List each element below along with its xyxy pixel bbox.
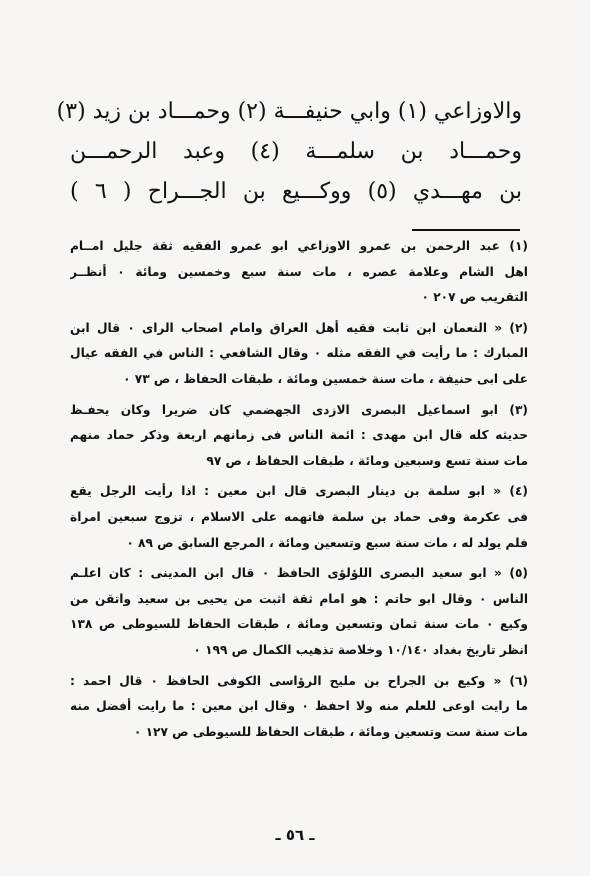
footnote-line: فلم يولد له ، مات سنة سبع وتسعين ومائة ، المرجع السابق ص ٨٩ ٠ (126, 535, 528, 550)
footnote-1 (70, 234, 528, 311)
main-text-line: بن مهـــدي (٥) ووكـــيع بن الجـــراح ( ٦ ) (70, 179, 523, 204)
footnote-5 (70, 561, 528, 663)
footnote-line: فى عكرمة وفى حماد بن سلمة فاتهمه على الاسلام ، تزوج سبعين امراة (70, 509, 528, 524)
footnote-line: انظر تاريخ بغداد ١٠/١٤٠ وخلاصة تذهيب الكمال ص ١٩٩ ٠ (193, 642, 528, 657)
footnote-3 (70, 398, 528, 475)
main-text-line: وحمـــاد بن سلمـــة (٤) وعبد الرحمـــن (70, 139, 522, 164)
main-text-block (56, 92, 523, 212)
page-number: ـ ٥٦ ـ (275, 826, 315, 844)
footnote-line: مات سنة ست وتسعين ومائة ، طبقات الحفاظ للسيوطى ص ١٢٧ ٠ (133, 724, 528, 739)
footnote-line: التقريب ص ٢٠٧ ٠ (421, 290, 528, 305)
footnote-line: (٢) « النعمان ابن ثابت فقيه أهل العراق وامام اصحاب الراى ٠ قال ابن (70, 320, 528, 335)
footnote-line: وكيع ٠ مات سنة ثمان وتسعين ومائة ، طبقات الحفاظ للسيوطى ص ١٣٨ (70, 617, 528, 632)
footnote-separator (412, 229, 520, 231)
footnote-line: (٥) « ابو سعيد البصرى اللؤلؤى الحافظ ٠ قال ابن المدينى : كان اعلـم (70, 566, 528, 581)
footnote-line: (١) عبد الرحمن بن عمرو الاوزاعي ابو عمرو الفقيه ثقة جليل امــام (70, 239, 528, 253)
footnote-line: حديثه كله قال ابن مهدى : ائمة الناس فى زمانهم اربعة وذكر حماد منهم (70, 428, 528, 443)
footnote-line: الناس ٠ وقال ابو حاتم : هو امام ثقة اثبت من يحيى بن سعيد واتقن من (70, 591, 528, 606)
footnote-line: المبارك : ما رأيت في الفقه مثله ٠ وقال الشافعي : الناس في الفقه عيال (70, 346, 528, 361)
main-text-line: والاوزاعي (١) وابي حنيفـــة (٢) وحمـــاد بن زيد (٣) (56, 99, 522, 124)
footnote-line: (٣) ابو اسماعيل البصرى الازدى الجهضمي كان ضريرا وكان يحفـظ (70, 402, 528, 417)
footnote-2 (70, 316, 528, 393)
footnote-line: (٤) « ابو سلمة بن دينار البصرى قال ابن معين : اذا رأيت الرجل يقع (70, 484, 528, 499)
footnote-line: مات سنة تسع وسبعين ومائة ، طبقات الحفاظ ، ص ٩٧ (206, 453, 528, 468)
footnote-4 (70, 479, 528, 556)
footnote-line: اهل الشام وعلامة عصره ، مات سنة سبع وخمسين ومائة ٠ أنظــر (70, 264, 528, 279)
footnote-line: (٦) « وكيع بن الجراح بن مليح الرؤاسى الكوفى الحافظ ٠ قال احمد : (70, 673, 528, 688)
footnote-line: ما رايت اوعى للعلم منه ولا احفظ ٠ وقال ابن معين : ما رايت أفضل منه (70, 699, 528, 714)
footnote-6 (70, 669, 528, 746)
footnotes-section (70, 234, 528, 750)
footnote-line: على ابى حنيفة ، مات سنة خمسين ومائة ، طبقات الحفاظ ، ص ٧٣ ٠ (123, 371, 528, 386)
